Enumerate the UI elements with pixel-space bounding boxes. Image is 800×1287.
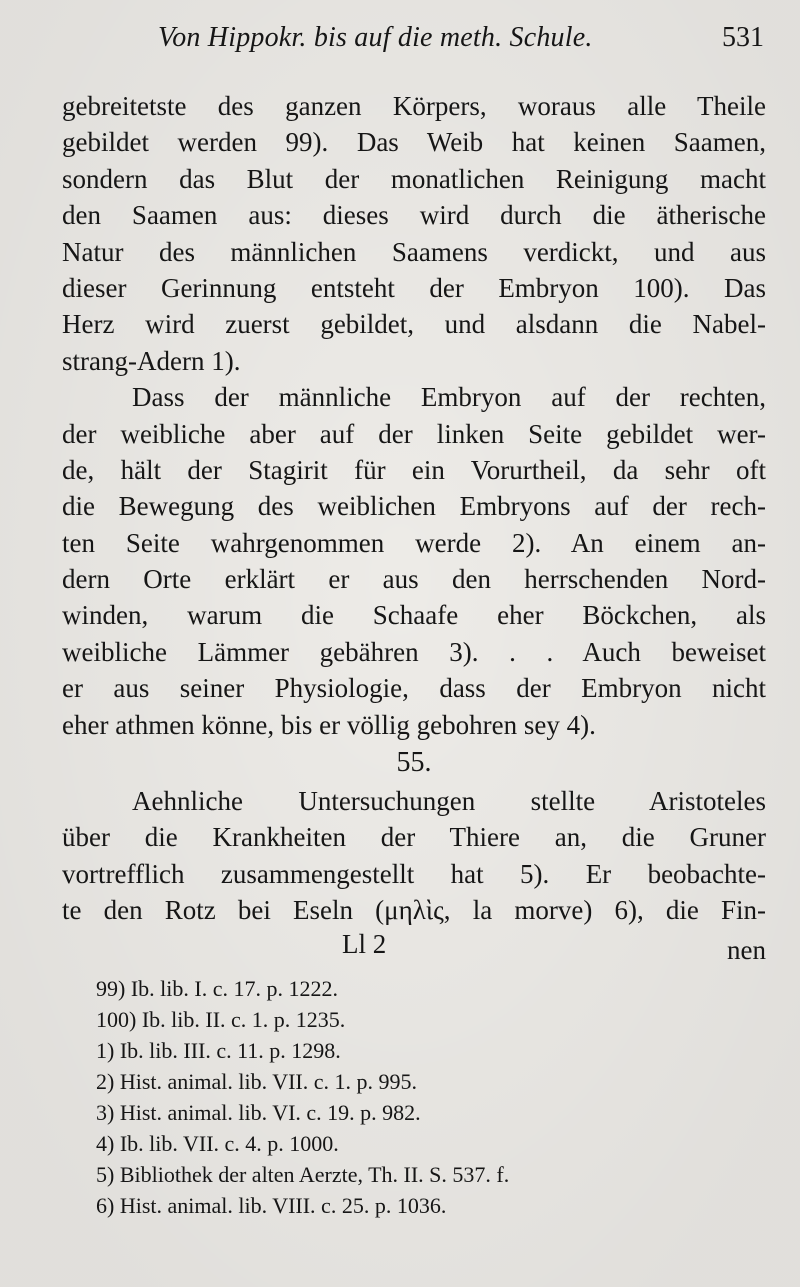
text-line: sondern das Blut der monatlichen Reinigung macht <box>62 163 766 194</box>
text-line: gebildet werden 99). Das Weib hat keinen Saamen, <box>62 127 766 158</box>
footnotes <box>62 973 766 1221</box>
footnote: 1) Ib. lib. III. c. 11. p. 1298. <box>96 1037 341 1063</box>
text-line: die Bewegung des weiblichen Embryons auf der rech- <box>62 491 766 522</box>
footnote: 100) Ib. lib. II. c. 1. p. 1235. <box>96 1006 346 1032</box>
page-number: 531 <box>722 22 764 53</box>
footnote: 3) Hist. animal. lib. VI. c. 19. p. 982. <box>96 1099 421 1125</box>
text-line: über die Krankheiten der Thiere an, die Gruner <box>62 822 766 853</box>
text-line: strang-Adern 1). <box>62 345 241 376</box>
footnote: 2) Hist. animal. lib. VII. c. 1. p. 995. <box>96 1068 417 1094</box>
footnote: 6) Hist. animal. lib. VIII. c. 25. p. 1036. <box>96 1192 447 1218</box>
text-line: ten Seite wahrgenommen werde 2). An einem an- <box>62 527 766 558</box>
signature-row <box>62 929 766 965</box>
text-line: Dass der männliche Embryon auf der rechten, <box>132 382 766 413</box>
text-line: dieser Gerinnung entsteht der Embryon 100). Das <box>62 272 766 303</box>
footnote: 5) Bibliothek der alten Aerzte, Th. II. S. 537. f. <box>96 1161 510 1187</box>
catchword: nen <box>727 934 766 965</box>
text-line: gebreitetste des ganzen Körpers, woraus alle Theile <box>62 91 766 121</box>
text-line: Aehnliche Untersuchungen stellte Aristoteles <box>132 786 766 817</box>
text-line: Herz wird zuerst gebildet, und alsdann die Nabel- <box>62 309 766 340</box>
signature-mark: Ll 2 <box>342 928 387 959</box>
text-line: eher athmen könne, bis er völlig gebohren sey 4). <box>62 709 596 740</box>
footnote: 99) Ib. lib. I. c. 17. p. 1222. <box>96 975 338 1001</box>
body-text <box>62 88 766 965</box>
text-line: weibliche Lämmer gebähren 3). . . Auch beweiset <box>62 636 766 667</box>
text-line: de, hält der Stagirit für ein Vorurtheil, da sehr oft <box>62 454 766 485</box>
footnote: 4) Ib. lib. VII. c. 4. p. 1000. <box>96 1130 339 1156</box>
text-line: er aus seiner Physiologie, dass der Embryon nicht <box>62 673 766 704</box>
running-header <box>62 22 766 66</box>
running-title: Von Hippokr. bis auf die meth. Schule. <box>158 22 593 53</box>
text-line: der weibliche aber auf der linken Seite gebildet wer- <box>62 418 766 449</box>
text-line: Natur des männlichen Saamens verdickt, und aus <box>62 236 766 267</box>
text-line: vortrefflich zusammengestellt hat 5). Er beobachte- <box>62 858 766 889</box>
text-line: den Saamen aus: dieses wird durch die ätherische <box>62 200 766 231</box>
text-line: dern Orte erklärt er aus den herrschenden Nord- <box>62 564 766 595</box>
text-line: te den Rotz bei Eseln (μηλὶς, la morve) 6), die Fin- <box>62 895 766 926</box>
text-line: winden, warum die Schaafe eher Böckchen, als <box>62 600 766 631</box>
section-number: 55. <box>396 747 432 779</box>
